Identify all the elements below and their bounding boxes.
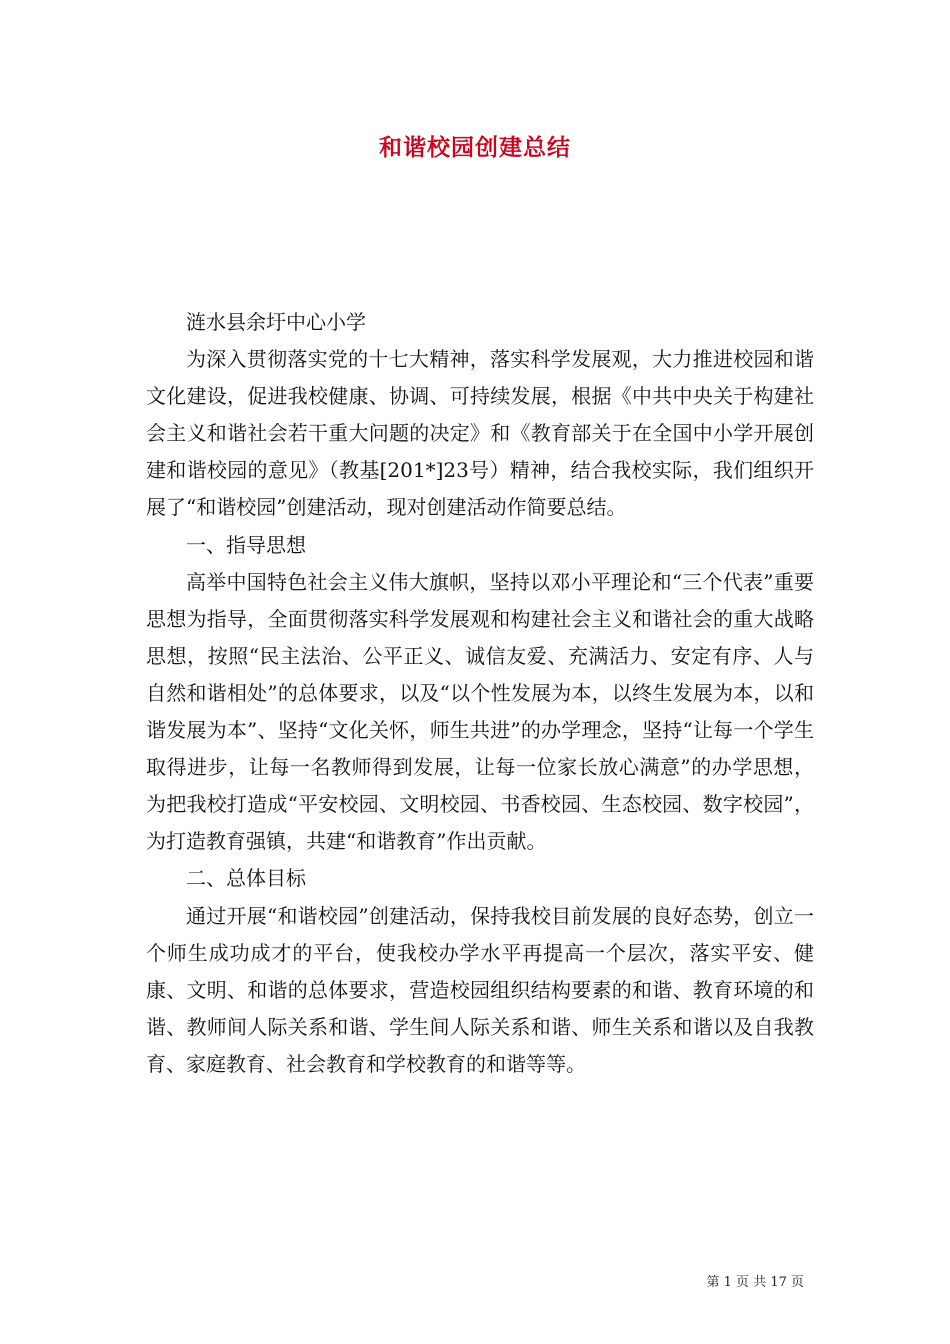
document-title: 和谐校园创建总结 [379, 134, 571, 161]
intro-paragraph: 为深入贯彻落实党的十七大精神，落实科学发展观，大力推进校园和谐文化建设，促进我校健康、协调、可持续发展，根据《中共中央关于构建社会主义和谐社会若干重大问题的决定》和《教育部关于在全国中小学开展创建和谐校园的意见》（教基[201*]23号）精神，结合我校实际，我们组织开展了“和谐校园”创建活动，现对创建活动作简要总结。 [146, 347, 814, 520]
guiding-ideology-paragraph: 高举中国特色社会主义伟大旗帜，坚持以邓小平理论和“三个代表”重要思想为指导，全面贯彻落实科学发展观和构建社会主义和谐社会的重大战略思想，按照“民主法治、公平正义、诚信友爱、充满活力、安定有序、人与自然和谐相处”的总体要求，以及“以个性发展为本，以终生发展为本，以和谐发展为本”、坚持“文化关怀，师生共进”的办学理念，坚持“让每一个学生取得进步，让每一名教师得到发展，让每一位家长放心满意”的办学思想，为把我校打造成“平安校园、文明校园、书香校园、生态校园、数字校园”，为打造教育强镇，共建“和谐教育”作出贡献。 [146, 569, 814, 854]
overall-goal-paragraph: 通过开展“和谐校园”创建活动，保持我校目前发展的良好态势，创立一个师生成功成才的平台，使我校办学水平再提高一个层次，落实平安、健康、文明、和谐的总体要求，营造校园组织结构要素的和谐、教育环境的和谐、教师间人际关系和谐、学生间人际关系和谐、师生关系和谐以及自我教育、家庭教育、社会教育和学校教育的和谐等等。 [146, 903, 814, 1076]
document-body [146, 304, 814, 1083]
section-heading-overall-goal: 二、总体目标 [186, 866, 306, 891]
school-name: 涟水县余圩中心小学 [186, 310, 366, 334]
page-number-footer: 第 1 页 共 17 页 [706, 1275, 804, 1290]
section-heading-guiding-ideology: 一、指导思想 [186, 532, 306, 557]
